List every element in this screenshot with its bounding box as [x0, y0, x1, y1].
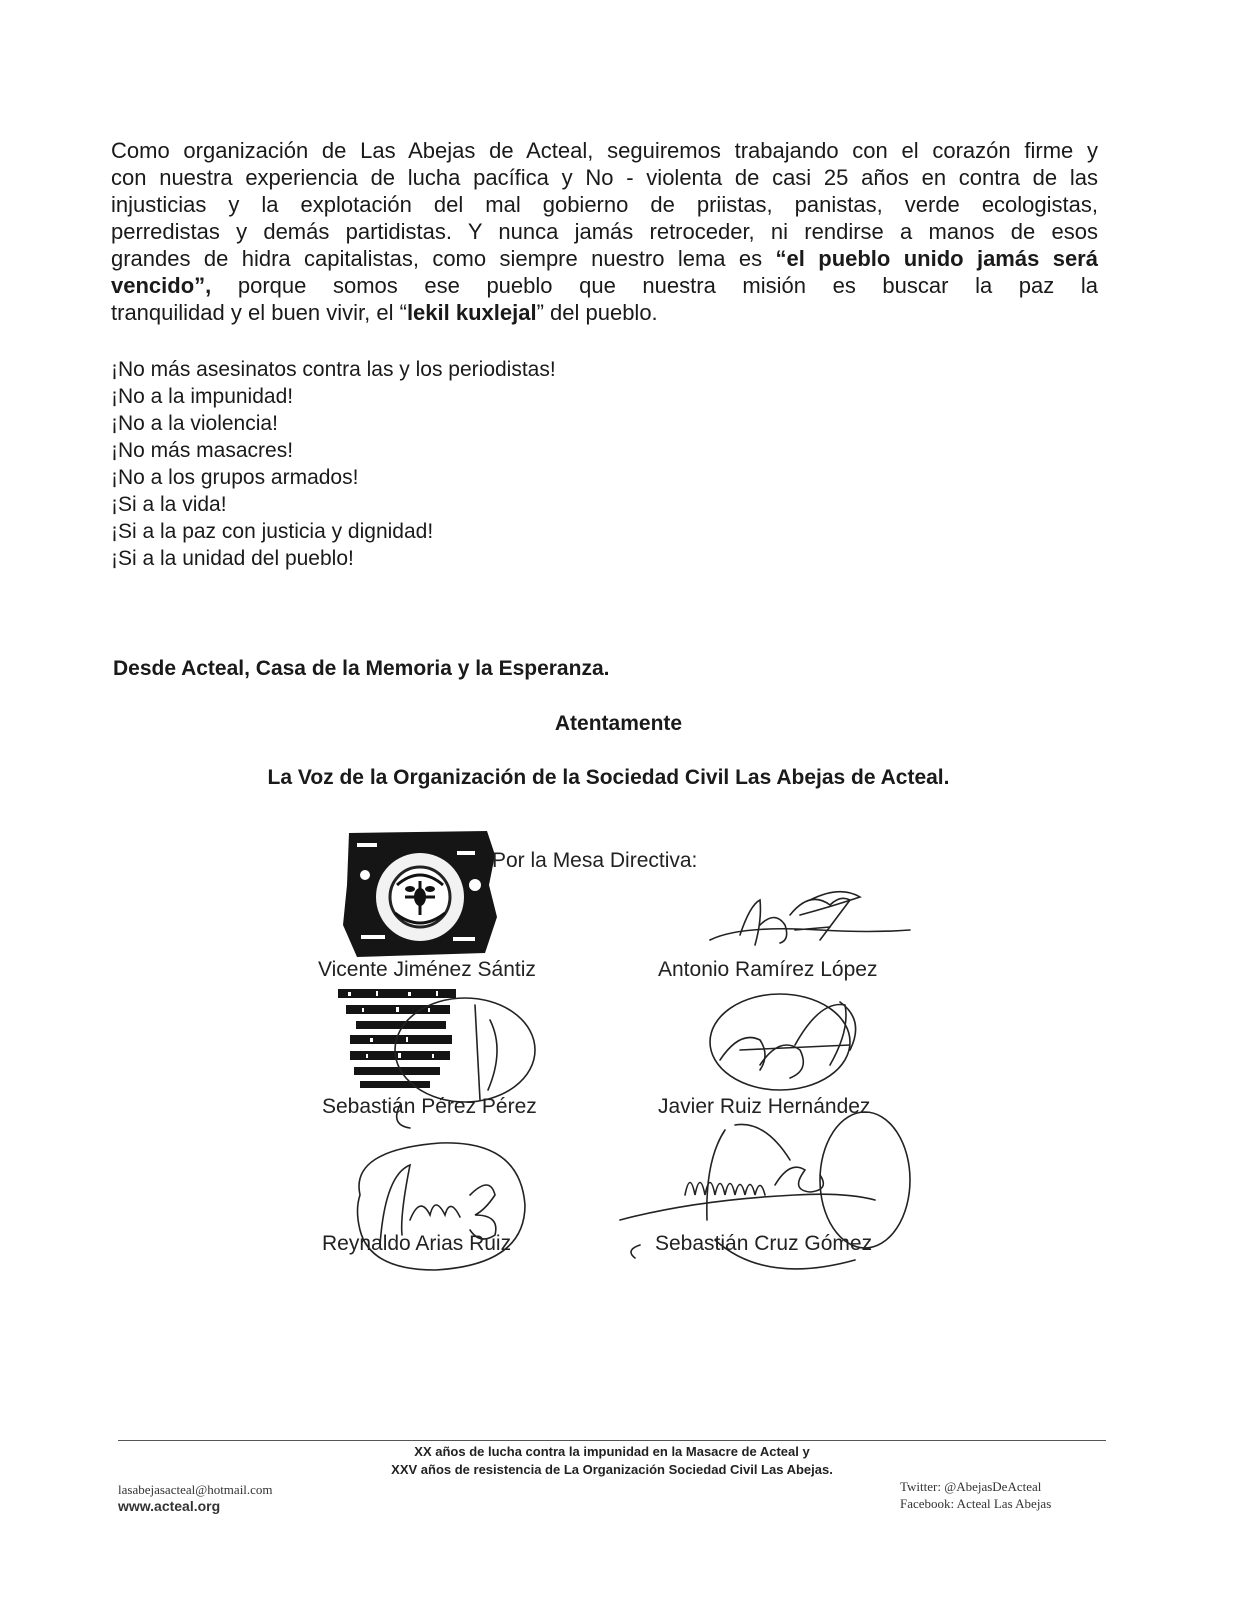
paragraph-line-4: perredistas y demás partidistas. Y nunca jamás retroceder, ni rendirse a manos de esos [111, 219, 1098, 244]
board-heading: Por la Mesa Directiva: [492, 849, 698, 872]
signature-antonio [700, 885, 920, 960]
signature-reynaldo [340, 1135, 540, 1275]
slogan-7: ¡Si a la paz con justicia y dignidad! [111, 520, 434, 543]
slogan-5: ¡No a los grupos armados! [111, 466, 359, 489]
footer-facebook[interactable]: Facebook: Acteal Las Abejas [900, 1496, 1052, 1511]
signatory-2: Antonio Ramírez López [658, 958, 878, 981]
paragraph-line-7: tranquilidad y el buen vivir, el “lekil kuxlejal” del pueblo. [111, 300, 658, 325]
slogan-2: ¡No a la impunidad! [111, 385, 294, 408]
paragraph-line-3: injusticias y la explotación del mal gobierno de priistas, panistas, verde ecologistas, [111, 192, 1098, 217]
signatory-6: Sebastián Cruz Gómez [655, 1232, 873, 1255]
slogan-6: ¡Si a la vida! [111, 493, 227, 516]
slogan-3: ¡No a la violencia! [111, 412, 278, 435]
closing-regards: Atentamente [554, 712, 683, 735]
signature-sebastian-perez [370, 990, 540, 1130]
paragraph-line-2: con nuestra experiencia de lucha pacífica y No - violenta de casi 25 años en contra de las [111, 165, 1098, 190]
signatory-4: Javier Ruiz Hernández [658, 1095, 871, 1118]
footer-contact [118, 1481, 273, 1515]
footer-website[interactable]: www.acteal.org [118, 1498, 221, 1514]
slogan-8: ¡Si a la unidad del pueblo! [111, 547, 354, 570]
lekil-kuxlejal: lekil kuxlejal [406, 300, 537, 325]
footer-social [900, 1478, 1051, 1512]
paragraph-line-1: Como organización de Las Abejas de Acteal, seguiremos trabajando con el corazón firme y [111, 138, 1098, 163]
footer-twitter[interactable]: Twitter: @AbejasDeActeal [900, 1479, 1042, 1494]
signatory-3: Sebastián Pérez Pérez [322, 1095, 537, 1118]
paragraph-line-6: vencido”, porque somos ese pueblo que nuestra misión es buscar la paz la [111, 273, 1098, 298]
motto-bold-end: vencido”, [111, 273, 212, 298]
slogan-4: ¡No más masacres! [111, 439, 294, 462]
motto-bold: “el pueblo unido jamás será [775, 246, 1098, 271]
closing-place: Desde Acteal, Casa de la Memoria y la Esperanza. [113, 657, 610, 680]
organization-seal-stamp [335, 825, 505, 965]
footer-divider [118, 1440, 1106, 1441]
signature-sebastian-cruz [615, 1100, 935, 1280]
signatory-5: Reynaldo Arias Ruiz [322, 1232, 512, 1255]
footer-line-1: XX años de lucha contra la impunidad en la Masacre de Acteal y [414, 1444, 810, 1459]
footer-email[interactable]: lasabejasacteal@hotmail.com [118, 1482, 273, 1497]
signature-javier [700, 990, 890, 1100]
closing-org: La Voz de la Organización de la Sociedad Civil Las Abejas de Acteal. [267, 766, 950, 789]
footer-line-2: XXV años de resistencia de La Organización Sociedad Civil Las Abejas. [391, 1462, 833, 1477]
signatory-1: Vicente Jiménez Sántiz [318, 958, 536, 981]
paragraph-line-5: grandes de hidra capitalistas, como siempre nuestro lema es “el pueblo unido jamás será [111, 246, 1098, 271]
slogan-1: ¡No más asesinatos contra las y los periodistas! [111, 358, 556, 381]
